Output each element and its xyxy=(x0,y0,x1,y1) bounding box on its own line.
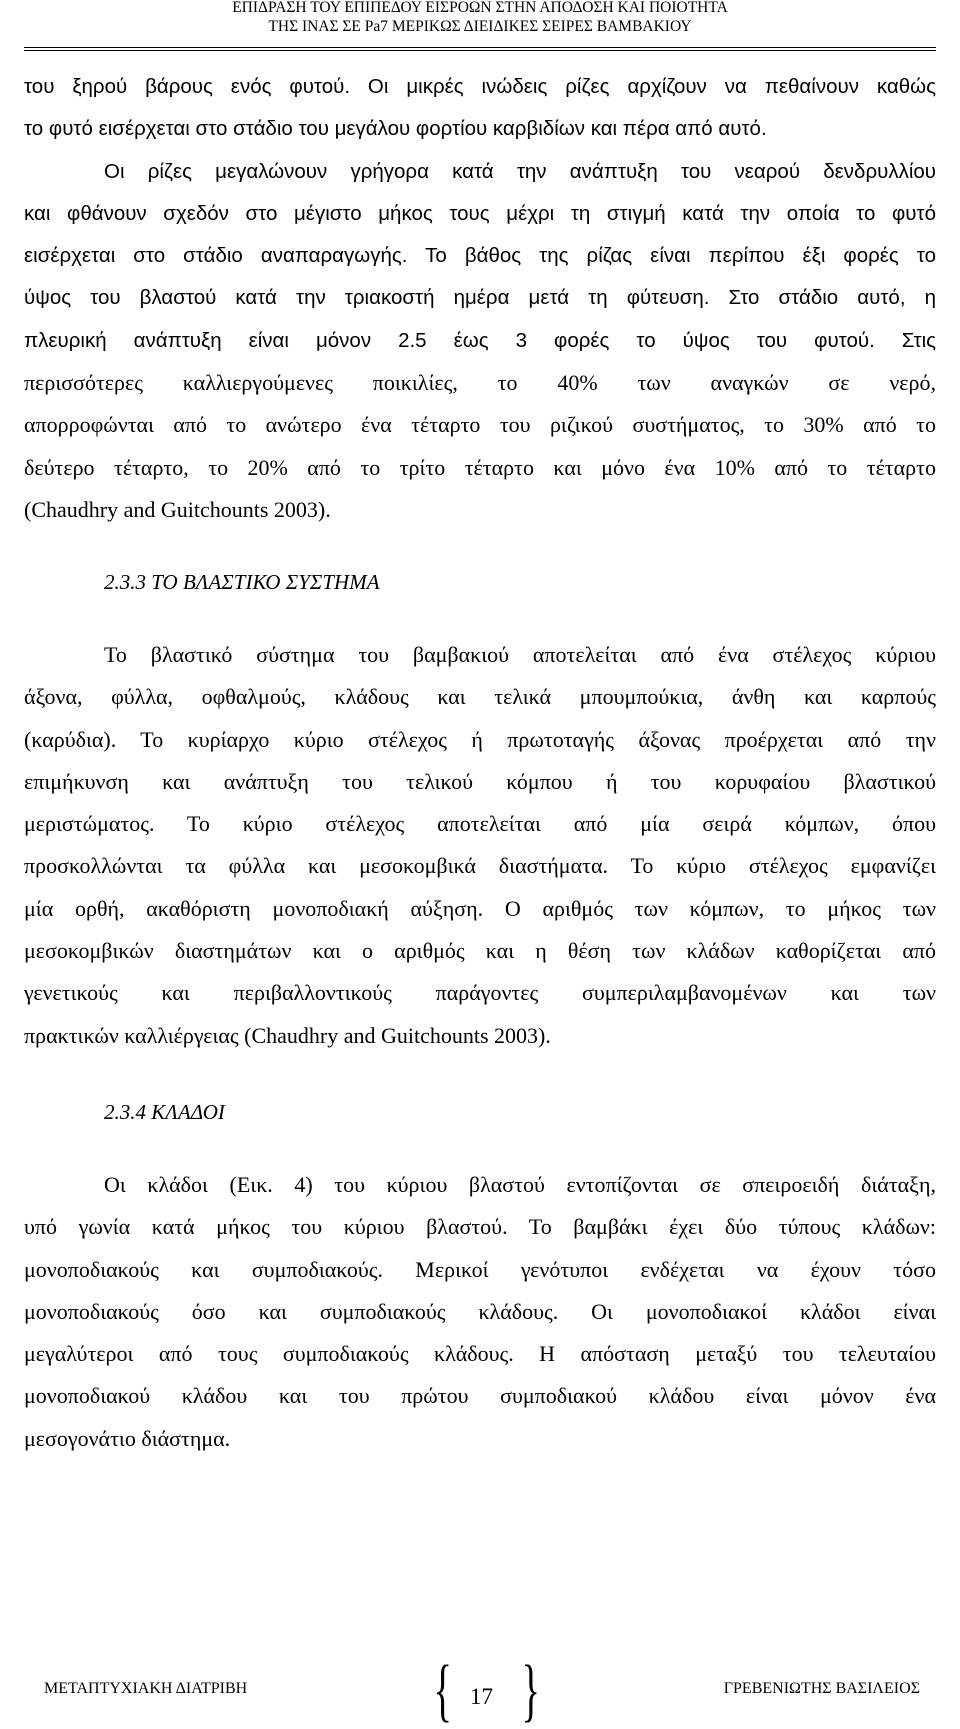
text-line: μεσογονάτιο διάστημα. xyxy=(24,1425,231,1451)
text-line: του ξηρού βάρους ενός φυτού. Οι μικρές ινώδεις ρίζες αρχίζουν να πεθαίνουν καθώς xyxy=(24,75,936,98)
header-rule xyxy=(24,47,936,48)
text-line: το φυτό εισέρχεται στο στάδιο του μεγάλου φορτίου καρβιδίων και πέρα από αυτό. xyxy=(24,117,767,141)
paragraph-shoot-system xyxy=(24,634,936,1057)
text-line: εισέρχεται στο στάδιο αναπαραγωγής. Το βάθος της ρίζας είναι περίπου έξι φορές το xyxy=(24,244,936,268)
text-line: πλευρική ανάπτυξη είναι μόνον 2.5 έως 3 φορές το ύψος του φυτού. Στις xyxy=(24,328,936,352)
running-header-line-1: ΕΠΙΔΡΑΣΗ ΤΟΥ ΕΠΙΠΕΔΟΥ ΕΙΣΡΟΩΝ ΣΤΗΝ ΑΠΟΔΟΣΗ ΚΑΙ ΠΟΙΟΤΗΤΑ xyxy=(232,0,728,16)
footer-thesis-label: ΜΕΤΑΠΤΥΧΙΑΚΗ ΔΙΑΤΡΙΒΗ xyxy=(44,1680,248,1697)
section-heading-shoot-system: 2.3.3 ΤΟ ΒΛΑΣΤΙΚΟ ΣΥΣΤΗΜΑ xyxy=(104,570,380,594)
text-line: (Chaudhry and Guitchounts 2003). xyxy=(24,496,331,522)
text-line: και φθάνουν σχεδόν στο μέγιστο μήκος τους μέχρι τη στιγμή κατά την οποία το φυτό xyxy=(24,201,936,225)
text-line: μονοποδιακούς όσο και συμποδιακούς κλάδους. Οι μονοποδιακοί κλάδοι είναι xyxy=(24,1298,936,1324)
section-heading-branches: 2.3.4 ΚΛΑΔΟΙ xyxy=(104,1100,225,1124)
text-line: δεύτερο τέταρτο, το 20% από το τρίτο τέταρτο και μόνο ένα 10% από το τέταρτο xyxy=(24,454,936,480)
text-line: Οι ρίζες μεγαλώνουν γρήγορα κατά την ανάπτυξη του νεαρού δενδρυλλίου xyxy=(104,159,936,183)
text-line: μεριστώματος. Το κύριο στέλεχος αποτελείται από μία σειρά κόμπων, όπου xyxy=(24,811,936,837)
footer-brace-right: } xyxy=(521,1652,541,1729)
footer-brace-left: { xyxy=(433,1652,453,1729)
text-line: επιμήκυνση και ανάπτυξη του τελικού κόμπου ή του κορυφαίου βλαστικού xyxy=(24,768,936,794)
text-line: πρακτικών καλλιέργειας (Chaudhry and Guitchounts 2003). xyxy=(24,1022,551,1048)
text-line: Το βλαστικό σύστημα του βαμβακιού αποτελείται από ένα στέλεχος κύριου xyxy=(104,642,936,667)
text-line: προσκολλώνται τα φύλλα και μεσοκομβικά διαστήματα. Το κύριο στέλεχος εμφανίζει xyxy=(24,853,936,879)
running-header-line-2: ΤΗΣ ΙΝΑΣ ΣΕ Pa7 ΜΕΡΙΚΩΣ ΔΙΕΙΔΙΚΕΣ ΣΕΙΡΕΣ ΒΑΜΒΑΚΙΟΥ xyxy=(268,18,692,35)
text-line: άξονα, φύλλα, οφθαλμούς, κλάδους και τελικά μπουμπούκια, άνθη και καρπούς xyxy=(24,684,936,710)
text-line: ύψος του βλαστού κατά την τριακοστή ημέρα μετά τη φύτευση. Στο στάδιο αυτό, η xyxy=(24,286,936,310)
text-line: μεγαλύτεροι από τους συμποδιακούς κλάδους. Η απόσταση μεταξύ του τελευταίου xyxy=(24,1341,936,1367)
paragraph-branches xyxy=(24,1164,936,1460)
text-line: Οι κλάδοι (Εικ. 4) του κύριου βλαστού εντοπίζονται σε σπειροειδή διάταξη, xyxy=(104,1172,936,1197)
text-line: απορροφώνται από το ανώτερο ένα τέταρτο του ριζικού συστήματος, το 30% από το xyxy=(24,412,936,438)
page-number: 17 xyxy=(470,1684,493,1709)
text-line: περισσότερες καλλιεργούμενες ποικιλίες, το 40% των αναγκών σε νερό, xyxy=(24,370,936,396)
text-line: μεσοκομβικών διαστημάτων και ο αριθμός και η θέση των κλάδων καθορίζεται από xyxy=(24,938,936,964)
text-line: υπό γωνία κατά μήκος του κύριου βλαστού. Το βαμβάκι έχει δύο τύπους κλάδων: xyxy=(24,1214,936,1240)
text-line: μία ορθή, ακαθόριστη μονοποδιακή αύξηση. Ο αριθμός των κόμπων, το μήκος των xyxy=(24,895,936,921)
header-rule-double xyxy=(24,50,936,51)
text-line: μονοποδιακούς και συμποδιακούς. Μερικοί γενότυποι ενδέχεται να έχουν τόσο xyxy=(24,1256,936,1282)
text-line: γενετικούς και περιβαλλοντικούς παράγοντες συμπεριλαμβανομένων και των xyxy=(24,980,936,1006)
footer-author: ΓΡΕΒΕΝΙΩΤΗΣ ΒΑΣΙΛΕΙΟΣ xyxy=(723,1680,920,1697)
text-line: μονοποδιακού κλάδου και του πρώτου συμποδιακού κλάδου είναι μόνον ένα xyxy=(24,1383,936,1409)
text-line: (καρύδια). Το κυρίαρχο κύριο στέλεχος ή πρωτοταγής άξονας προέρχεται από την xyxy=(24,726,936,752)
paragraph-root-system xyxy=(24,66,936,531)
